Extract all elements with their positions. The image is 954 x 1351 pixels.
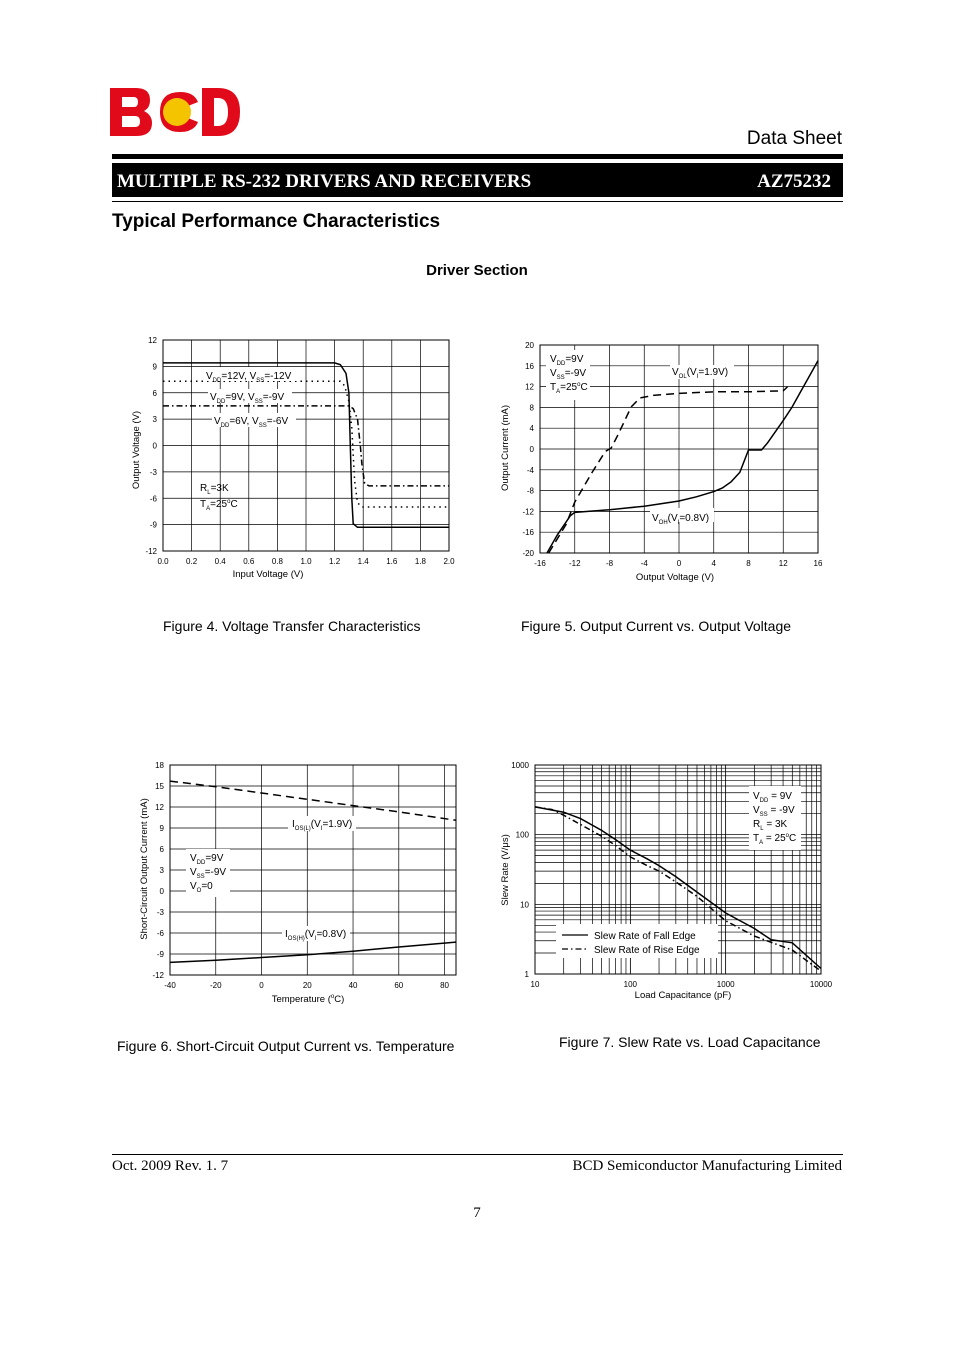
footer-rule [112,1154,843,1155]
section-title: Typical Performance Characteristics [112,211,441,232]
y-tick-label: 8 [529,403,534,413]
y-tick-label: -6 [149,494,157,504]
y-tick-label: -8 [526,486,534,496]
y-tick-label: -9 [156,950,164,959]
ann-vss: $V_{SS}=-9V$ [550,368,587,381]
ann-vo: $V_O=0$ [190,881,213,894]
x-tick-label: 10000 [809,980,833,989]
ann-vdd9: $V_{DD}=9V$, $V_{SS}=-9V$ [210,392,285,405]
y-tick-label: 20 [525,341,534,350]
figure-4-caption: Figure 4. Voltage Transfer Characteristics [163,618,421,634]
ann-rl: $R_L = 3K$ [753,819,788,832]
y-axis-label: Short-Circuit Output Current (mA) [139,798,150,940]
ann-vss: $V_{SS} = -9V$ [753,805,795,818]
y-tick-label: 0 [529,445,534,454]
y-tick-label: 0 [159,887,164,896]
bcd-logo [110,88,240,136]
y-tick-label: 3 [152,415,157,425]
y-tick-label: -12 [522,507,534,517]
annotations [186,816,356,942]
annotations [749,786,801,850]
y-tick-label: 6 [159,845,164,854]
product-title: MULTIPLE RS-232 DRIVERS AND RECEIVERS [117,171,532,192]
y-tick-label: 12 [155,803,164,812]
x-tick-label: -20 [209,981,222,990]
subsection-title: Driver Section [426,262,528,279]
y-tick-label: 1000 [511,761,529,770]
x-tick-label: 0 [259,981,264,990]
x-tick-label: 0.2 [186,557,198,566]
x-tick-label: 0.4 [214,557,226,566]
ann-iosh: $I_{OS(H)}(V_I=0.8V)$ [285,929,347,942]
x-tick-label: 0.0 [157,557,169,566]
x-tick-label: 100 [623,980,638,989]
figure-7-caption: Figure 7. Slew Rate vs. Load Capacitance [559,1034,821,1050]
legend-rise-label: Slew Rate of Rise Edge [594,945,700,956]
x-tick-label: 40 [348,981,358,990]
y-tick-label: 0 [152,441,157,451]
y-tick-label: 1 [524,970,529,979]
x-tick-label: 16 [813,559,823,568]
x-tick-label: 20 [302,981,312,990]
chart-short-circuit-current [130,755,470,1010]
part-number: AZ75232 [757,171,831,192]
chart-output-current [490,335,835,590]
ann-vdd12: $V_{DD}=12V$, $V_{SS}=-12V$ [206,371,292,384]
legend [556,924,718,958]
ann-vdd: $V_{DD} = 9V$ [753,791,792,804]
annotations [546,350,734,526]
footer-company: BCD Semiconductor Manufacturing Limited [572,1158,842,1174]
x-tick-label: 10 [530,980,540,989]
chart-slew-rate [490,755,835,1005]
ann-ta: $T_A=25^oC$ [200,499,238,512]
header-rule [112,154,843,159]
figure-6-caption: Figure 6. Short-Circuit Output Current vs. Temperature [117,1038,455,1054]
x-tick-label: 60 [394,981,404,990]
x-tick-label: 8 [746,559,751,568]
x-tick-label: 1.8 [414,557,426,566]
y-tick-label: 12 [525,382,534,392]
y-axis-label: Slew Rate (V/μs) [500,834,511,906]
y-tick-label: 18 [155,761,164,770]
x-tick-label: 1000 [716,980,735,989]
x-tick-label: 0.6 [243,557,255,566]
ann-vol: $V_{OL}(V_I=1.9V)$ [672,367,729,380]
x-tick-label: 1.4 [357,557,369,566]
x-axis-label: Load Capacitance (pF) [634,990,732,1001]
y-tick-label: -6 [156,929,164,938]
y-tick-label: -20 [522,549,534,558]
y-tick-label: 6 [152,388,157,398]
x-tick-label: 1.0 [300,557,312,566]
x-tick-label: 80 [440,981,450,990]
x-axis-label: Output Voltage (V) [635,572,715,583]
ann-vdd: $V_{DD}=9V$ [190,853,224,866]
ann-rl: $R_L=3K$ [200,483,229,496]
y-tick-label: 4 [529,424,534,434]
y-tick-label: -16 [522,528,534,538]
ann-ta: $T_A = 25^oC$ [753,833,797,846]
y-axis-label-text: Output Voltage (V) [131,410,142,490]
x-axis-label: Temperature ($^o$C) [271,994,345,1005]
x-tick-label: -8 [605,559,614,568]
annotations [200,367,299,512]
y-tick-label: 9 [152,362,157,372]
x-tick-label: 2.0 [443,557,455,566]
x-tick-label: 12 [778,559,788,568]
ann-voh: $V_{OH}(V_I=0.8V)$ [652,513,710,526]
series-line-2 [170,942,456,962]
ann-vss: $V_{SS}=-9V$ [190,867,227,880]
ann-vdd: $V_{DD}=9V$ [550,354,584,367]
ann-vdd6: $V_{DD}=6V$, $V_{SS}=-6V$ [214,416,289,429]
y-tick-label: 100 [515,830,529,840]
y-tick-label: 12 [148,336,157,345]
doc-type: Data Sheet [746,128,842,149]
page-number: 7 [473,1205,481,1221]
x-tick-label: -40 [164,981,176,990]
y-axis-label: Output Current (mA) [500,404,511,492]
footer-revision: Oct. 2009 Rev. 1. 7 [112,1158,229,1174]
y-tick-label: 3 [159,866,164,875]
y-tick-label: -12 [152,971,164,980]
y-tick-label: 9 [159,824,164,833]
legend-fall-label: Slew Rate of Fall Edge [594,931,696,942]
title-bar [112,163,843,197]
x-tick-label: 0 [676,559,682,568]
y-tick-label: 16 [525,361,534,371]
ann-ta: $T_A=25^oC$ [550,382,588,395]
y-tick-label: -12 [145,547,157,556]
x-tick-label: 1.6 [386,557,398,566]
x-tick-label: 0.8 [271,557,283,566]
x-tick-label: -12 [568,559,581,568]
x-tick-label: 1.2 [329,557,341,566]
x-tick-label: 4 [711,559,716,568]
x-axis-label: Input Voltage (V) [232,569,304,580]
y-tick-label: -3 [156,908,164,917]
x-tick-label: -16 [534,559,546,568]
y-tick-label: -4 [526,465,534,475]
y-tick-label: 15 [155,782,164,791]
ann-iosl: $I_{OS(L)}(V_I=1.9V)$ [292,819,353,832]
series-line-1 [170,781,456,820]
header-rule-thin [112,201,843,202]
x-tick-label: -4 [640,559,648,568]
y-tick-label: -9 [149,520,157,530]
figure-5-caption: Figure 5. Output Current vs. Output Voltage [521,618,792,634]
y-tick-label: -3 [149,467,157,477]
chart-voltage-transfer [120,330,465,590]
y-tick-label: 10 [520,900,529,910]
